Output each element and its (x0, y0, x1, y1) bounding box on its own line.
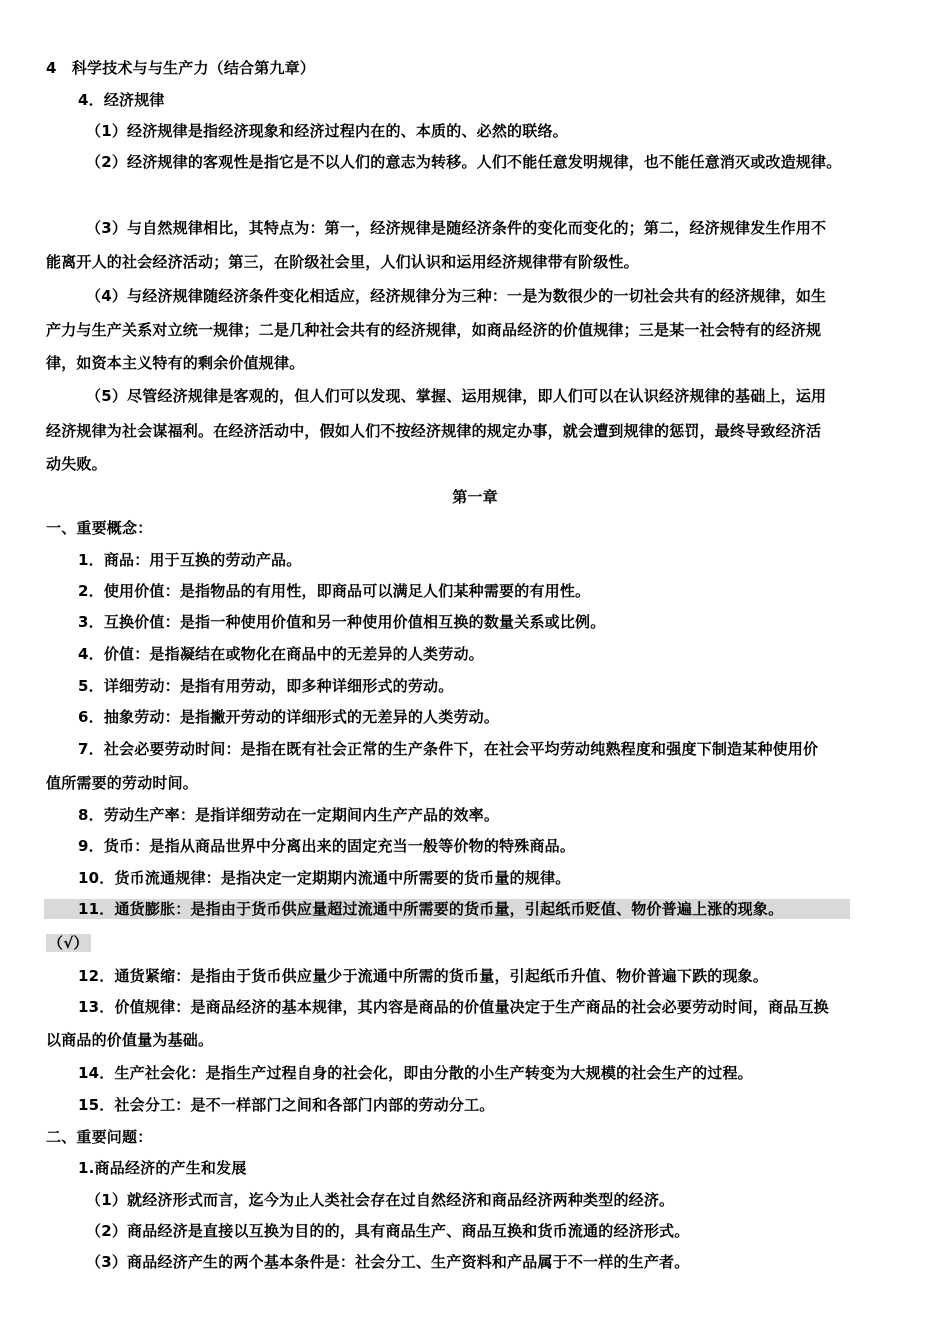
paragraph-continuation: 经济规律为社会谋福利。在经济活动中，假如人们不按经济规律的规定办事，就会遭到规律的惩罚，最终导致经济活 (46, 422, 822, 440)
questions-heading: 二、重要问题： (46, 1128, 153, 1146)
check-mark-label (46, 933, 906, 953)
concept-item: 4．价值：是指凝结在或物化在商品中的无差异的人类劳动。 (78, 645, 484, 663)
paragraph-continuation: 律，如资本主义特有的剩余价值规律。 (46, 354, 305, 372)
concept-item: 14．生产社会化：是指生产过程自身的社会化，即由分散的小生产转变为大规模的社会生产的过程。 (78, 1064, 753, 1082)
section-title: 4．经济规律 (78, 91, 165, 109)
concept-item: 7．社会必要劳动时间：是指在既有社会正常的生产条件下，在社会平均劳动纯熟程度和强度下制造某种使用价 (78, 740, 819, 758)
paragraph: （4）与经济规律随经济条件变化相适应，经济规律分为三种：一是为数很少的一切社会共有的经济规律，如生 (86, 287, 827, 305)
concepts-heading: 一、重要概念： (46, 519, 153, 537)
question-paragraph: （2）商品经济是直接以互换为目的的，具有商品生产、商品互换和货币流通的经济形式。 (86, 1222, 690, 1240)
question-paragraph: （1）就经济形式而言，迄今为止人类社会存在过自然经济和商品经济两种类型的经济。 (86, 1191, 675, 1209)
question-title: 1.商品经济的产生和发展 (78, 1159, 247, 1177)
concept-item: 10．货币流通规律：是指决定一定期期内流通中所需要的货币量的规律。 (78, 869, 571, 887)
concept-item: 3．互换价值：是指一种使用价值和另一种使用价值相互换的数量关系或比例。 (78, 613, 606, 631)
concept-item-highlighted: 11．通货膨胀：是指由于货币供应量超过流通中所需要的货币量，引起纸币贬值、物价普遍上涨的现象。 (44, 899, 850, 919)
concept-item: 13．价值规律：是商品经济的基本规律，其内容是商品的价值量决定于生产商品的社会必要劳动时间，商品互换 (78, 998, 829, 1016)
concept-item: 5．详细劳动：是指有用劳动，即多种详细形式的劳动。 (78, 677, 454, 695)
question-paragraph: （3）商品经济产生的两个基本条件是：社会分工、生产资料和产品属于不一样的生产者。 (86, 1253, 690, 1271)
paragraph: （1）经济规律是指经济现象和经济过程内在的、本质的、必然的联络。 (86, 122, 568, 140)
concept-item: 12．通货紧缩：是指由于货币供应量少于流通中所需的货币量，引起纸币升值、物价普遍下跌的现象。 (78, 967, 769, 985)
concept-item: 6．抽象劳动：是指撇开劳动的详细形式的无差异的人类劳动。 (78, 708, 500, 726)
concept-item: 9．货币：是指从商品世界中分离出来的固定充当一般等价物的特殊商品。 (78, 837, 576, 855)
paragraph-continuation: 能离开人的社会经济活动；第三，在阶级社会里，人们认识和运用经济规律带有阶级性。 (46, 253, 639, 271)
check-mark: （√） (48, 934, 89, 952)
concept-item: 2．使用价值：是指物品的有用性，即商品可以满足人们某种需要的有用性。 (78, 582, 591, 600)
paragraph-continuation: 产力与生产关系对立统一规律；二是几种社会共有的经济规律，如商品经济的价值规律；三是某一社会特有的经济规 (46, 321, 822, 339)
concept-item: 15．社会分工：是不一样部门之间和各部门内部的劳动分工。 (78, 1096, 495, 1114)
paragraph: （3）与自然规律相比，其特点为：第一，经济规律是随经济条件的变化而变化的；第二，经济规律发生作用不 (86, 219, 827, 237)
paragraph: （2）经济规律的客观性是指它是不以人们的意志为转移。人们不能任意发明规律，也不能任意消灭或改造规律。 (86, 153, 842, 171)
chapter-title: 第一章 (452, 488, 498, 506)
concept-item-continuation: 以商品的价值量为基础。 (46, 1031, 214, 1049)
paragraph: （5）尽管经济规律是客观的，但人们可以发现、掌握、运用规律，即人们可以在认识经济规律的基础上，运用 (86, 387, 827, 405)
concept-item-continuation: 值所需要的劳动时间。 (46, 774, 199, 792)
top-heading: 4 科学技术与与生产力（结合第九章） (46, 59, 316, 77)
concept-item: 1．商品：用于互换的劳动产品。 (78, 551, 302, 569)
paragraph-continuation: 动失败。 (46, 455, 107, 473)
concept-item: 8．劳动生产率：是指详细劳动在一定期间内生产产品的效率。 (78, 806, 500, 824)
